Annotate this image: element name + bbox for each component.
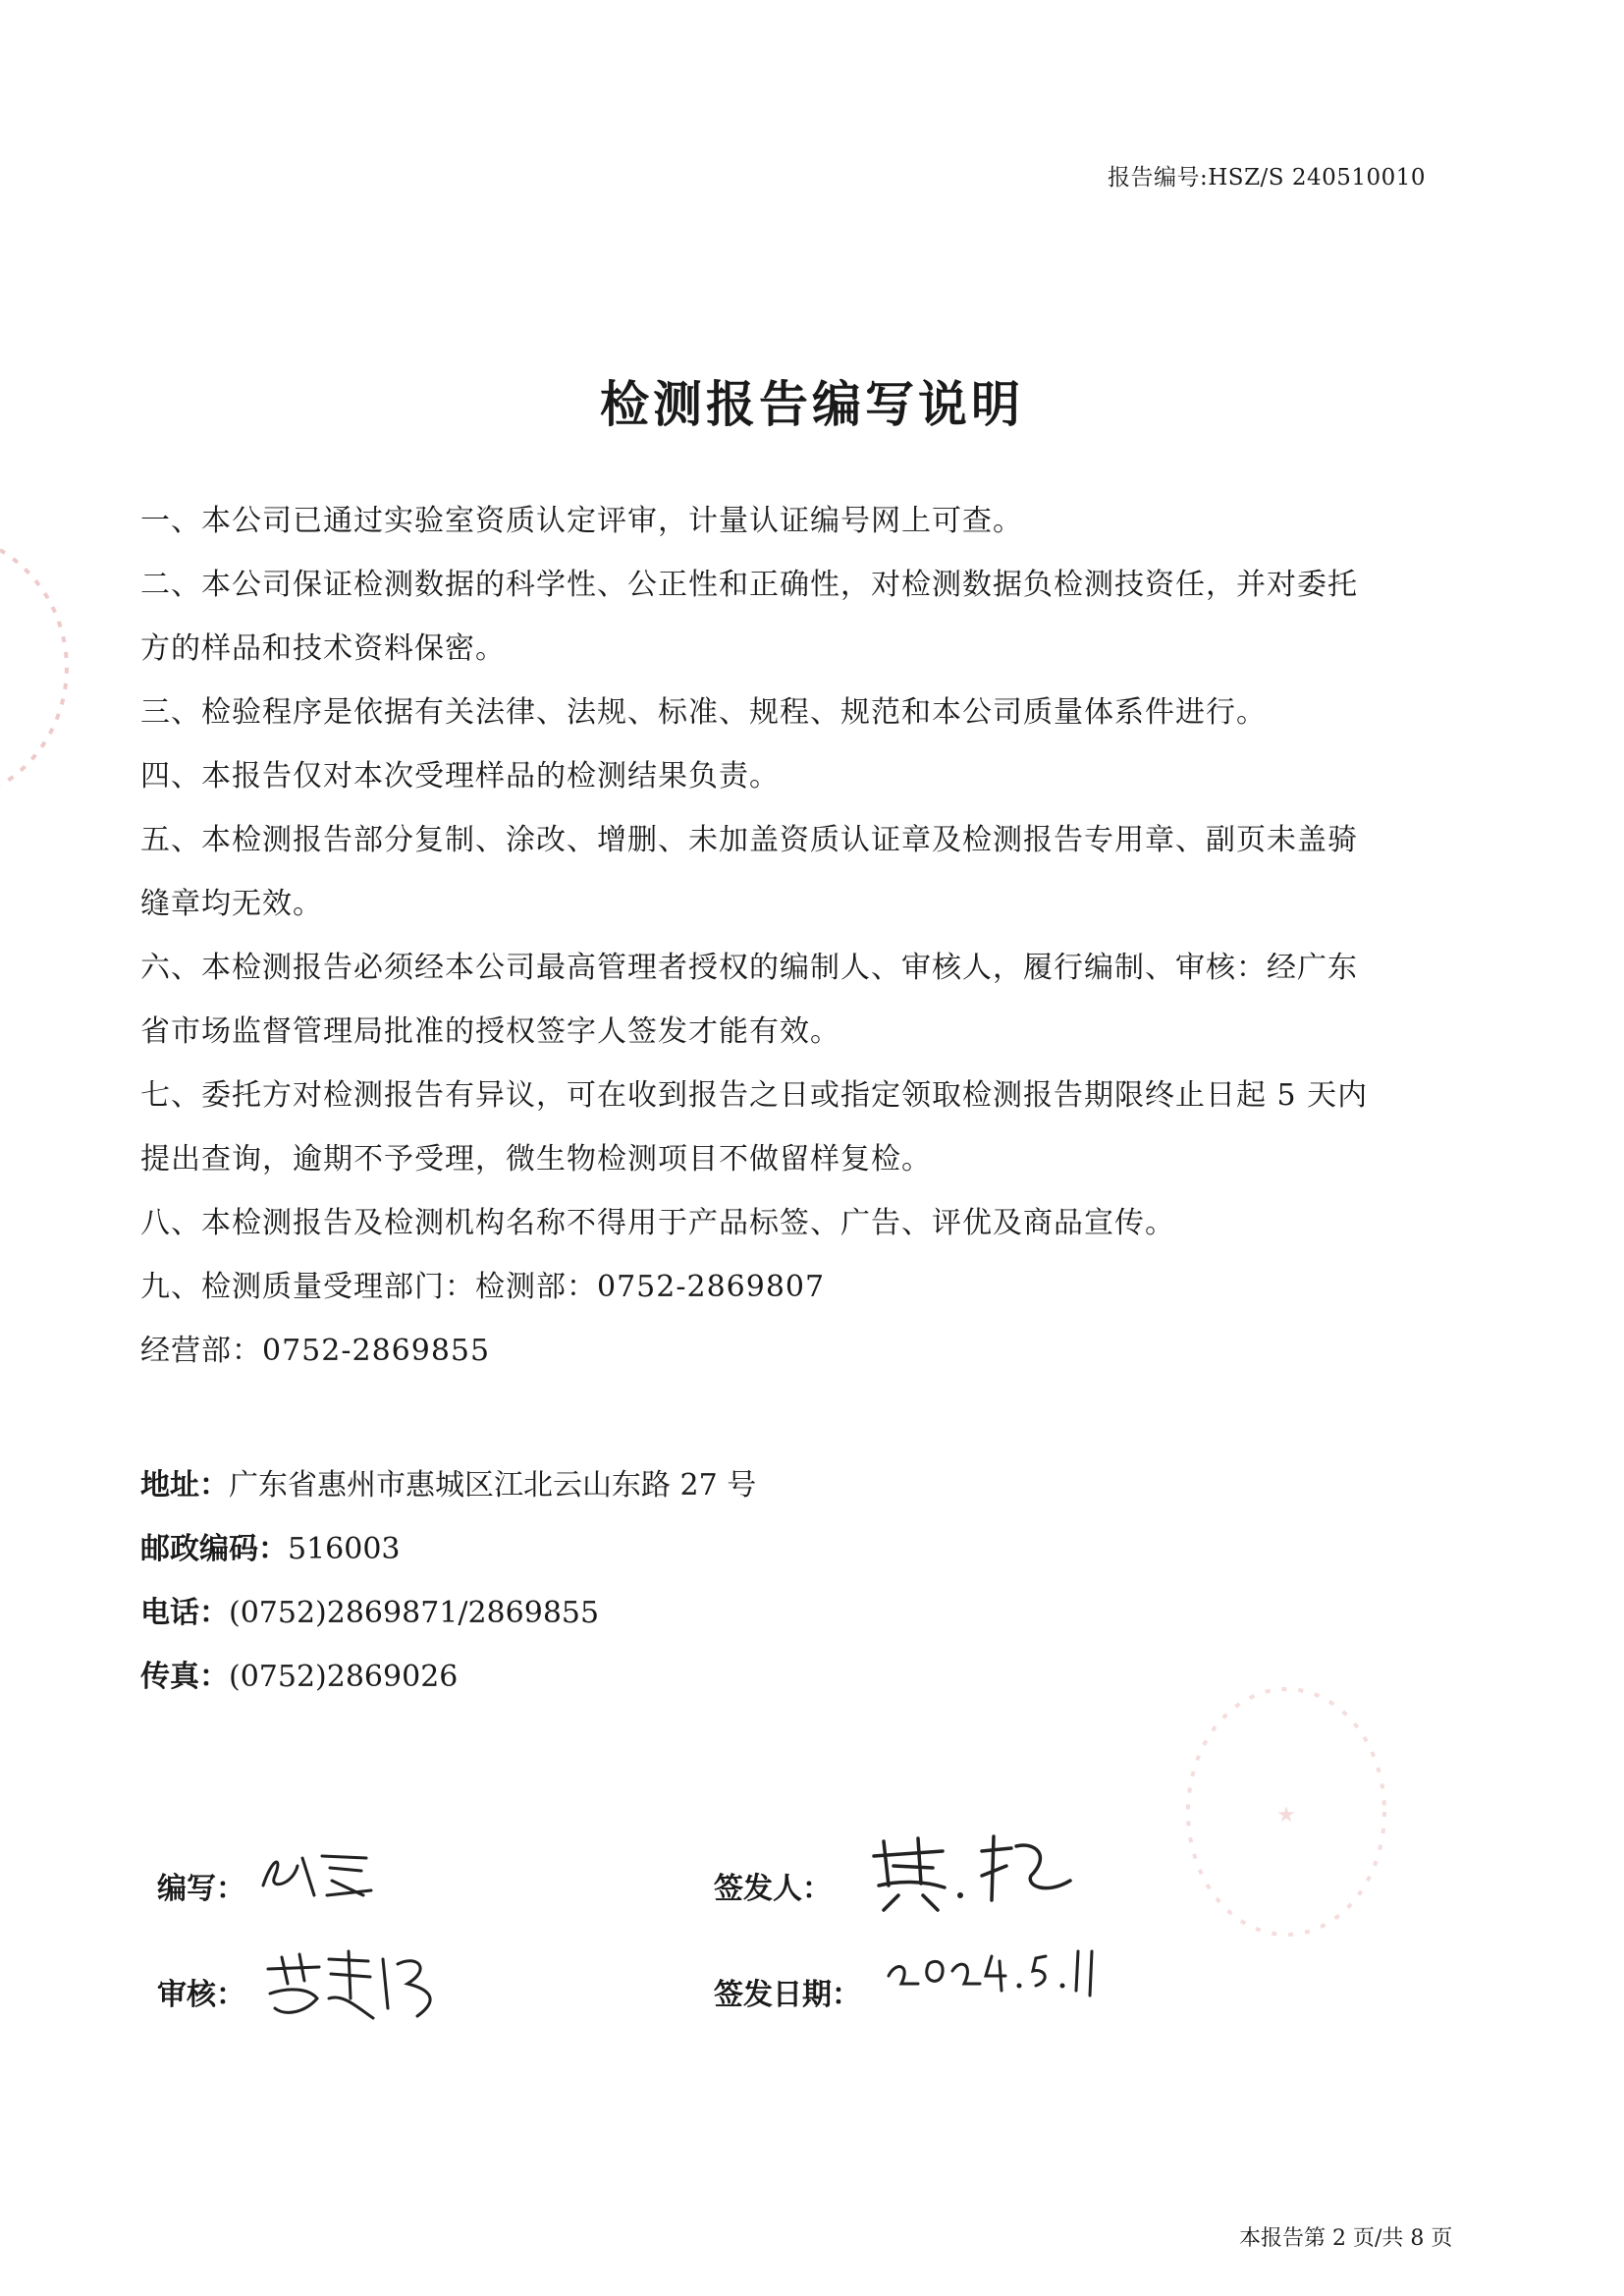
issue-date-label: 签发日期： <box>714 1978 861 2012</box>
item-6-line-1: 六、本检测报告必须经本公司最高管理者授权的编制人、审核人，履行编制、审核：经广东 <box>140 951 1358 985</box>
instructions-list <box>140 489 1466 1383</box>
address-value: 广东省惠州市惠城区江北云山东路 27 号 <box>229 1468 757 1503</box>
reviewer-signature <box>260 1940 447 2028</box>
reviewer-label: 审核： <box>157 1978 245 2012</box>
issue-date-signature <box>884 1937 1129 2005</box>
page-info: 本报告第 2 页/共 8 页 <box>1239 2226 1453 2251</box>
issuer-label: 签发人： <box>714 1872 832 1906</box>
item-3: 三、检验程序是依据有关法律、法规、标准、规程、规范和本公司质量体系件进行。 <box>140 695 1267 730</box>
report-number: 报告编号:HSZ/S 240510010 <box>1108 165 1427 191</box>
item-8: 八、本检测报告及检测机构名称不得用于产品标签、广告、评优及商品宣传。 <box>140 1206 1175 1240</box>
item-2-line-2: 方的样品和技术资料保密。 <box>140 631 506 666</box>
address-label: 地址： <box>140 1468 229 1503</box>
page-title: 检测报告编写说明 <box>600 376 1024 433</box>
item-4: 四、本报告仅对本次受理样品的检测结果负责。 <box>140 759 780 793</box>
compiler-signature <box>253 1836 381 1905</box>
postcode-value: 516003 <box>288 1532 401 1566</box>
item-7-line-1: 七、委托方对检测报告有异议，可在收到报告之日或指定领取检测报告期限终止日起 5 天内 <box>140 1078 1369 1113</box>
business-department: 经营部：0752-2869855 <box>140 1334 491 1368</box>
item-7-line-2: 提出查询，逾期不予受理，微生物检测项目不做留样复检。 <box>140 1142 932 1176</box>
item-2-line-1: 二、本公司保证检测数据的科学性、公正性和正确性，对检测数据负检测技资任，并对委托 <box>140 568 1358 602</box>
item-5-line-1: 五、本检测报告部分复制、涂改、增删、未加盖资质认证章及检测报告专用章、副页未盖骑 <box>140 823 1358 857</box>
phone-row <box>140 1581 1417 1645</box>
postcode-row <box>140 1517 1417 1581</box>
address-row <box>140 1453 1417 1517</box>
departments-prefix: 九、检测质量受理部门： <box>140 1270 475 1304</box>
item-1: 一、本公司已通过实验室资质认定评审，计量认证编号网上可查。 <box>140 504 1023 538</box>
testing-department: 检测部：0752-2869807 <box>475 1270 826 1304</box>
partial-seal-left <box>0 530 59 805</box>
fax-label: 传真： <box>140 1660 229 1694</box>
issuer-signature <box>864 1827 1080 1915</box>
postcode-label: 邮政编码： <box>140 1532 288 1566</box>
item-5-line-2: 缝章均无效。 <box>140 887 323 921</box>
phone-value: (0752)2869871/2869855 <box>229 1596 600 1630</box>
phone-label: 电话： <box>140 1596 229 1630</box>
compiler-label: 编写： <box>157 1872 245 1906</box>
svg-text:★: ★ <box>1276 1803 1296 1828</box>
item-6-line-2: 省市场监督管理局批准的授权签字人签发才能有效。 <box>140 1014 840 1049</box>
partial-seal-right <box>1168 1669 1394 1954</box>
item-9-departments <box>140 1255 1466 1319</box>
fax-value: (0752)2869026 <box>229 1660 459 1694</box>
